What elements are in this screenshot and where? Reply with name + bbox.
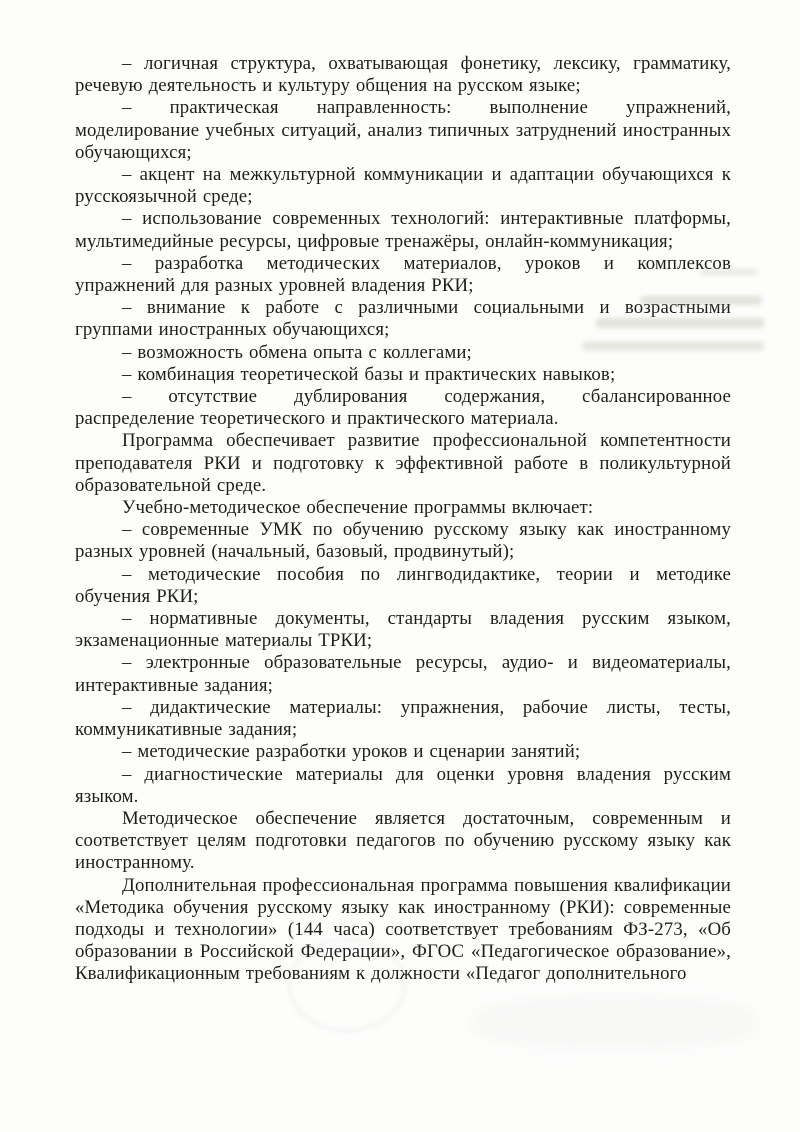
paragraph: – логичная структура, охватывающая фонетику, лексику, грамматику, речевую деятельность и культуру общения на русском языке; [75,53,731,97]
paragraph: – дидактические материалы: упражнения, рабочие листы, тесты, коммуникативные задания; [75,696,731,741]
paragraph: – практическая направленность: выполнение упражнений, моделирование учебных ситуаций, анализ типичных затруднений иностранных обучающихся; [75,97,731,163]
document-text [75,53,731,986]
paragraph: – методические разработки уроков и сценарии занятий; [122,741,581,763]
paragraph: Учебно-методическое обеспечение программы включает: [122,497,594,519]
paragraph: – отсутствие дублирования содержания, сбалансированное распределение теоретического и практического материала. [75,386,731,430]
paragraph: Программа обеспечивает развитие профессиональной компетентности преподавателя РКИ и подготовку к эффективной работе в поликультурной образовательной среде. [75,430,731,496]
paragraph: – электронные образовательные ресурсы, аудио- и видеоматериалы, интерактивные задания; [75,652,731,696]
paragraph: – нормативные документы, стандарты владения русским языком, экзаменационные материалы ТРКИ; [75,608,731,652]
paragraph: – внимание к работе с различными социальными и возрастными группами иностранных обучающихся; [75,297,731,341]
paragraph: – разработка методических материалов, уроков и комплексов упражнений для разных уровней владения РКИ; [75,252,731,297]
paragraph: Дополнительная профессиональная программа повышения квалификации «Методика обучения русскому языку как иностранному (РКИ): современные подходы и технологии» (144 часа) соответствует требованиям ФЗ-273, «Об образовании в Российской Федерации», ФГОС «Педагогическое образование», Квалификационным требованиям к должности «Педагог дополнительного [75,874,731,985]
paragraph: – акцент на межкультурной коммуникации и адаптации обучающихся к русскоязычной среде; [75,164,731,208]
paragraph: – современные УМК по обучению русскому языку как иностранному разных уровней (начальный, базовый, продвинутый); [75,519,731,563]
paragraph: Методическое обеспечение является достаточным, современным и соответствует целям подготовки педагогов по обучению русскому языку как иностранному. [75,807,731,874]
stamp-ghost-artifact [288,938,406,1032]
paragraph: – комбинация теоретической базы и практических навыков; [122,363,616,385]
paragraph: – использование современных технологий: интерактивные платформы, мультимедийные ресурсы, цифровые тренажёры, онлайн-коммуникация; [75,208,731,252]
paragraph: – возможность обмена опыта с коллегами; [122,341,472,363]
paragraph: – методические пособия по лингводидактике, теории и методике обучения РКИ; [75,563,731,607]
paragraph: – диагностические материалы для оценки уровня владения русским языком. [75,763,731,807]
paper-smudge-artifact [470,995,760,1050]
